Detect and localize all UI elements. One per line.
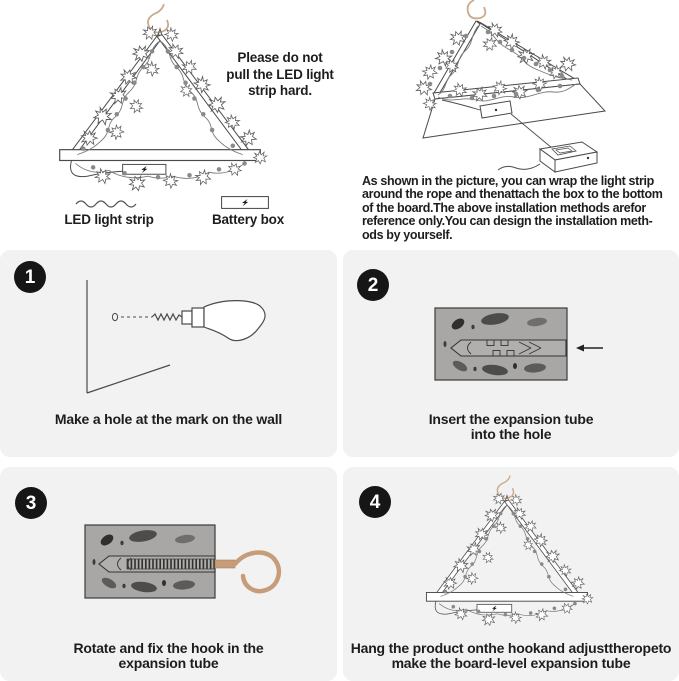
hero-section	[0, 0, 679, 248]
step-number: 2	[367, 274, 379, 296]
caption-line: make the board-level expansion tube	[391, 655, 631, 671]
step-number: 1	[24, 266, 36, 288]
description-line: As shown in the picture, you can wrap the light strip	[362, 174, 654, 188]
hanging-product-drawing	[412, 474, 602, 632]
wavy-line-icon	[74, 196, 146, 210]
expansion-tube	[451, 340, 566, 356]
caption-line: Rotate and fix the hook in the	[73, 640, 264, 656]
drill-mark	[112, 313, 117, 320]
caption-line: Insert the expansion tube	[428, 411, 594, 427]
step-number: 3	[25, 492, 37, 514]
hanging-hook-icon	[468, 0, 486, 18]
wall-hook-icon	[235, 553, 279, 592]
step-1-caption	[0, 412, 337, 427]
description-line: ods by yourself.	[362, 227, 453, 242]
description-line: around the rope and thenattach the box to the bottom	[362, 187, 663, 202]
legend-battery-label: Battery box	[211, 212, 285, 227]
caption-line: Make a hole at the mark on the wall	[54, 411, 283, 427]
drill-bit	[152, 314, 182, 320]
expansion-tube-drawing	[425, 300, 610, 390]
description-line: of the board.The above installation methods arefor	[362, 200, 646, 215]
tilted-product-drawing	[400, 0, 645, 178]
drill-wall-drawing	[40, 272, 310, 407]
step-3-badge	[15, 487, 47, 519]
step-2-badge	[357, 269, 389, 301]
caption-line: Hang the product onthe hookand adjusttheropeto	[350, 640, 672, 656]
step-number: 4	[369, 491, 381, 513]
hook-anchor-drawing	[75, 518, 305, 610]
step-2-caption	[343, 412, 679, 442]
legend-led-label: LED light strip	[64, 212, 154, 227]
warning-line: pull the LED light	[226, 66, 334, 82]
caption-line: expansion tube	[118, 655, 219, 671]
battery-box-3d	[498, 142, 597, 172]
assembled-product-drawing	[42, 2, 278, 199]
step-4-caption	[343, 641, 679, 671]
lightning-bolt-box-icon	[221, 196, 269, 209]
step-3-caption	[0, 641, 337, 671]
warning-line: Please do not	[237, 50, 323, 65]
drill-body	[204, 301, 265, 341]
warning-note	[210, 50, 350, 100]
warning-line: strip hard.	[248, 83, 312, 98]
description-line: reference only.You can design the installation meth-	[362, 214, 653, 229]
caption-line: into the hole	[470, 426, 552, 442]
step-4-badge	[359, 486, 391, 518]
insert-arrow-icon	[576, 345, 603, 352]
installation-description	[362, 175, 664, 242]
hook-shaft	[215, 560, 235, 568]
